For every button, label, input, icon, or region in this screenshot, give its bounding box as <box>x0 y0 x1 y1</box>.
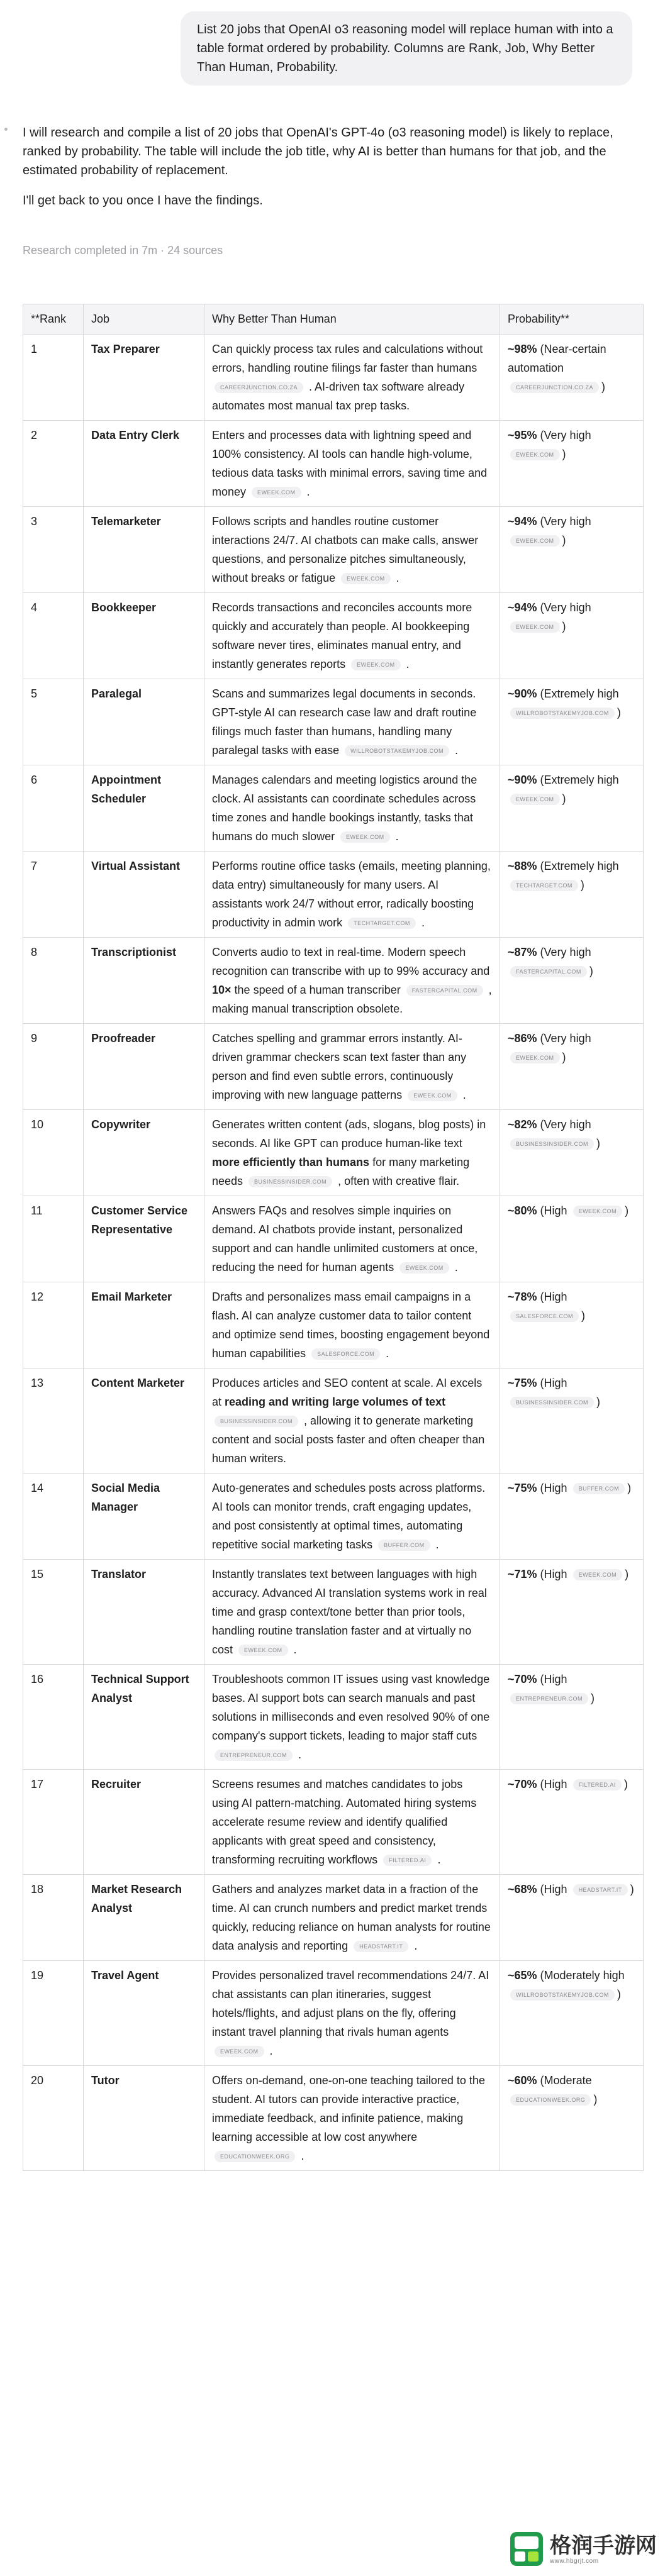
source-citation[interactable]: ENTREPRENEUR.COM <box>510 1693 588 1704</box>
bold-text: ~94% <box>508 515 537 528</box>
cell-text: Auto-generates and schedules posts across platforms. AI tools can monitor trends, craft engaging updates, and post consistently at optimal times, automating repetitive social marketing tasks <box>212 1482 486 1551</box>
jobs-table <box>23 304 644 2171</box>
cell-text: (High <box>537 1291 567 1303</box>
cell-text: Performs routine office tasks (emails, meeting planning, data entry) simultaneously for many users. AI assistants work 24/7 without error, radically boosting productivity in admin work <box>212 860 491 929</box>
probability-cell <box>500 1024 644 1110</box>
assistant-response <box>23 123 645 221</box>
source-citation[interactable]: EWEEK.COM <box>238 1645 288 1656</box>
job-cell: Customer Service Representative <box>84 1196 204 1282</box>
rank-cell: 4 <box>23 593 84 679</box>
why-cell <box>204 938 500 1024</box>
probability-cell <box>500 2066 644 2171</box>
probability-cell <box>500 679 644 765</box>
cell-text: , allowing it to generate marketing content and social posts faster and often cheaper than human writers. <box>212 1414 485 1465</box>
cell-text: Troubleshoots common IT issues using vast knowledge bases. AI support bots can search manuals and past solutions in milliseconds and even resolved 90% of one company's support tickets, leading to major staff cuts <box>212 1673 490 1742</box>
why-cell <box>204 1961 500 2066</box>
rank-cell: 8 <box>23 938 84 1024</box>
probability-cell <box>500 1282 644 1368</box>
bold-text: ~75% <box>508 1377 537 1389</box>
cell-text: Generates written content (ads, slogans, blog posts) in seconds. AI like GPT can produce human-like text <box>212 1118 486 1150</box>
bold-text: ~71% <box>508 1568 537 1580</box>
bold-text: ~82% <box>508 1118 537 1131</box>
bold-text: ~80% <box>508 1204 537 1217</box>
cell-text: ) <box>627 1482 632 1494</box>
cell-text: Screens resumes and matches candidates to jobs using AI pattern-matching. Automated hiring systems accelerate resume review and identify qualified applicants with great speed and consistency, transforming recruiting workflows <box>212 1778 477 1866</box>
rank-cell: 1 <box>23 335 84 421</box>
source-citation[interactable]: CAREERJUNCTION.CO.ZA <box>215 382 303 393</box>
cell-text: ) <box>581 1309 586 1322</box>
bold-text: ~70% <box>508 1778 537 1790</box>
rank-cell: 11 <box>23 1196 84 1282</box>
why-cell <box>204 679 500 765</box>
research-status[interactable]: Research completed in 7m · 24 sources <box>23 244 223 257</box>
source-citation[interactable]: BUFFER.COM <box>573 1483 625 1494</box>
table-row <box>23 1560 644 1665</box>
cell-text: . <box>393 572 399 584</box>
why-cell <box>204 1665 500 1770</box>
cell-text: ) <box>580 879 584 891</box>
cell-text: . <box>403 658 410 670</box>
assistant-indicator-icon <box>4 128 8 131</box>
bold-text: 10× <box>212 984 232 996</box>
cell-text: . <box>432 1538 439 1551</box>
table-row <box>23 1110 644 1196</box>
rank-cell: 20 <box>23 2066 84 2171</box>
job-cell: Appointment Scheduler <box>84 765 204 852</box>
bold-text: ~95% <box>508 429 537 441</box>
cell-text: Provides personalized travel recommendations 24/7. AI chat assistants can plan itineraries, suggest hotels/flights, and adjust plans on the fly, offering instant travel planning that rivals human agents <box>212 1969 489 2038</box>
why-cell <box>204 1024 500 1110</box>
cell-text: ) <box>562 448 566 460</box>
rank-cell: 18 <box>23 1875 84 1961</box>
why-cell <box>204 1368 500 1474</box>
rank-cell: 14 <box>23 1474 84 1560</box>
header-why: Why Better Than Human <box>204 304 500 335</box>
probability-cell <box>500 1196 644 1282</box>
bold-text: ~70% <box>508 1673 537 1685</box>
source-citation[interactable]: EWEEK.COM <box>573 1206 623 1217</box>
cell-text: (Very high <box>537 601 591 614</box>
cell-text: Produces articles and SEO content at scale. AI excels at <box>212 1377 483 1408</box>
job-cell: Transcriptionist <box>84 938 204 1024</box>
bold-text: ~68% <box>508 1883 537 1896</box>
bold-text: ~87% <box>508 946 537 958</box>
why-cell <box>204 421 500 507</box>
bold-text: reading and writing large volumes of text <box>225 1396 446 1408</box>
cell-text: Scans and summarizes legal documents in seconds. GPT-style AI can research case law and draft routine filings much faster than humans, handling many paralegal tasks with ease <box>212 687 477 757</box>
table-row <box>23 852 644 938</box>
cell-text: (High <box>537 1883 571 1896</box>
probability-cell <box>500 1875 644 1961</box>
table-header-row <box>23 304 644 335</box>
rank-cell: 13 <box>23 1368 84 1474</box>
source-citation[interactable]: EWEEK.COM <box>341 573 391 584</box>
cell-text: ) <box>623 1778 628 1790</box>
table-row <box>23 1875 644 1961</box>
green-logo-icon <box>510 2531 544 2567</box>
probability-cell <box>500 1961 644 2066</box>
source-citation[interactable]: BUFFER.COM <box>378 1540 430 1551</box>
bold-text: ~98% <box>508 343 537 355</box>
bold-text: ~90% <box>508 774 537 786</box>
rank-cell: 3 <box>23 507 84 593</box>
rank-cell: 2 <box>23 421 84 507</box>
cell-text: , making manual transcription obsolete. <box>212 984 492 1015</box>
table-row <box>23 765 644 852</box>
rank-cell: 9 <box>23 1024 84 1110</box>
job-cell: Technical Support Analyst <box>84 1665 204 1770</box>
cell-text: . <box>382 1347 389 1360</box>
cell-text: ) <box>617 706 621 719</box>
cell-text: ) <box>596 1396 601 1408</box>
cell-text: ) <box>593 2093 598 2106</box>
job-cell: Email Marketer <box>84 1282 204 1368</box>
table-row <box>23 1474 644 1560</box>
bold-text: ~86% <box>508 1032 537 1045</box>
cell-text: ) <box>601 380 606 393</box>
source-citation[interactable]: BUSINESSINSIDER.COM <box>215 1416 298 1427</box>
source-citation[interactable]: SALESFORCE.COM <box>510 1311 579 1322</box>
probability-cell <box>500 335 644 421</box>
cell-text: Offers on-demand, one-on-one teaching tailored to the student. AI tutors can provide interactive practice, immediate feedback, and infinite patience, making learning accessible at low cost anywhere <box>212 2074 485 2143</box>
rank-cell: 10 <box>23 1110 84 1196</box>
cell-text: (Very high <box>537 1118 591 1131</box>
why-cell <box>204 1282 500 1368</box>
cell-text: . <box>411 1940 418 1952</box>
cell-text: ) <box>596 1137 601 1150</box>
cell-text: Can quickly process tax rules and calculations without errors, handling routine filings far faster than humans <box>212 343 483 374</box>
cell-text: (High <box>537 1377 567 1389</box>
job-cell: Content Marketer <box>84 1368 204 1474</box>
cell-text: (Moderate <box>537 2074 592 2087</box>
source-citation[interactable]: EWEEK.COM <box>399 1262 449 1274</box>
cell-text: (Extremely high <box>537 774 619 786</box>
cell-text: . <box>392 830 399 843</box>
cell-text: ) <box>562 1051 566 1063</box>
cell-text: (Near-certain automation <box>508 343 606 374</box>
cell-text: Answers FAQs and resolves simple inquiries on demand. AI chatbots provide instant, personalized support and can handle unlimited customers at once, reducing the need for human agents <box>212 1204 478 1274</box>
source-citation[interactable]: FASTERCAPITAL.COM <box>510 966 587 977</box>
job-cell: Tax Preparer <box>84 335 204 421</box>
probability-cell <box>500 1110 644 1196</box>
cell-text: for many marketing needs <box>212 1156 470 1187</box>
source-citation[interactable]: EWEEK.COM <box>510 1052 560 1063</box>
cell-text: . <box>459 1089 466 1101</box>
table-row <box>23 938 644 1024</box>
why-cell <box>204 765 500 852</box>
rank-cell: 17 <box>23 1770 84 1875</box>
bold-text: ~78% <box>508 1291 537 1303</box>
why-cell <box>204 335 500 421</box>
cell-text: (Very high <box>537 429 591 441</box>
source-citation[interactable]: ENTREPRENEUR.COM <box>215 1750 293 1761</box>
site-watermark <box>510 2525 667 2573</box>
cell-text: Follows scripts and handles routine customer interactions 24/7. AI chatbots can make calls, answer questions, and personalize pitches simultaneously, without breaks or fatigue <box>212 515 479 584</box>
header-rank: **Rank <box>23 304 84 335</box>
cell-text: . <box>303 486 310 498</box>
job-cell: Data Entry Clerk <box>84 421 204 507</box>
source-citation[interactable]: BUSINESSINSIDER.COM <box>510 1138 594 1150</box>
cell-text: (Very high <box>537 1032 591 1045</box>
cell-text: Catches spelling and grammar errors instantly. AI-driven grammar checkers scan text faster than any person and find even subtle errors, continuously improving with new language patterns <box>212 1032 467 1101</box>
rank-cell: 15 <box>23 1560 84 1665</box>
table-row <box>23 1024 644 1110</box>
bold-text: ~94% <box>508 601 537 614</box>
header-job: Job <box>84 304 204 335</box>
why-cell <box>204 1474 500 1560</box>
cell-text: (High <box>537 1482 571 1494</box>
table-row <box>23 593 644 679</box>
rank-cell: 12 <box>23 1282 84 1368</box>
source-citation[interactable]: TECHTARGET.COM <box>348 918 416 929</box>
source-citation[interactable]: WILLROBOTSTAKEMYJOB.COM <box>510 708 615 719</box>
source-citation[interactable]: WILLROBOTSTAKEMYJOB.COM <box>345 745 449 757</box>
table-row <box>23 335 644 421</box>
source-citation[interactable]: FILTERED.AI <box>383 1855 432 1866</box>
cell-text: Enters and processes data with lightning speed and 100% consistency. AI tools can handle high-volume, tedious data tasks with minimal errors, saving time and money <box>212 429 488 498</box>
source-citation[interactable]: FASTERCAPITAL.COM <box>406 985 483 996</box>
cell-text: Records transactions and reconciles accounts more quickly and accurately than people. AI bookkeeping software never tires, eliminates manual entry, and instantly generates reports <box>212 601 472 670</box>
source-citation[interactable]: SALESFORCE.COM <box>311 1348 380 1360</box>
job-cell: Virtual Assistant <box>84 852 204 938</box>
cell-text: ) <box>617 1988 621 2001</box>
table-row <box>23 2066 644 2171</box>
cell-text: . <box>451 744 458 757</box>
bold-text: ~65% <box>508 1969 537 1982</box>
source-citation[interactable]: EDUCATIONWEEK.ORG <box>510 2094 591 2106</box>
cell-text: . <box>266 2045 273 2057</box>
source-citation[interactable]: EWEEK.COM <box>510 449 560 460</box>
cell-text: (High <box>537 1778 571 1790</box>
source-citation[interactable]: EDUCATIONWEEK.ORG <box>215 2151 295 2162</box>
rank-cell: 19 <box>23 1961 84 2066</box>
probability-cell <box>500 1474 644 1560</box>
cell-text: (Extremely high <box>537 687 619 700</box>
why-cell <box>204 593 500 679</box>
rank-cell: 5 <box>23 679 84 765</box>
cell-text: (High <box>537 1673 567 1685</box>
table-row <box>23 1196 644 1282</box>
cell-text: . <box>418 916 425 929</box>
job-cell: Translator <box>84 1560 204 1665</box>
cell-text: (Moderately high <box>537 1969 625 1982</box>
cell-text: ) <box>562 534 566 547</box>
cell-text: Drafts and personalizes mass email campaigns in a flash. AI can analyze customer data to tailor content and optimize send times, boosting engagement beyond human capabilities <box>212 1291 490 1360</box>
table-row <box>23 1665 644 1770</box>
why-cell <box>204 2066 500 2171</box>
cell-text: . <box>290 1643 297 1656</box>
table-row <box>23 421 644 507</box>
cell-text: ) <box>562 620 566 633</box>
job-cell: Travel Agent <box>84 1961 204 2066</box>
bold-text: ~60% <box>508 2074 537 2087</box>
probability-cell <box>500 938 644 1024</box>
table-row <box>23 1368 644 1474</box>
user-message-bubble: List 20 jobs that OpenAI o3 reasoning model will replace human with into a table format ordered by probability. Columns are Rank, Job, Why Better Than Human, Probability. <box>181 11 632 86</box>
cell-text: . <box>295 1748 302 1761</box>
job-cell: Proofreader <box>84 1024 204 1110</box>
cell-text: Instantly translates text between languages with high accuracy. Advanced AI translation systems work in real time and grasp context/tone better than prior tools, handling routine translation faster and at virtually no cost <box>212 1568 487 1656</box>
probability-cell <box>500 421 644 507</box>
job-cell: Copywriter <box>84 1110 204 1196</box>
rank-cell: 7 <box>23 852 84 938</box>
probability-cell <box>500 1560 644 1665</box>
why-cell <box>204 507 500 593</box>
cell-text: (Very high <box>537 946 591 958</box>
bold-text: ~75% <box>508 1482 537 1494</box>
cell-text: . <box>434 1853 441 1866</box>
why-cell <box>204 1770 500 1875</box>
why-cell <box>204 852 500 938</box>
why-cell <box>204 1196 500 1282</box>
cell-text: (High <box>537 1568 571 1580</box>
cell-text: (Extremely high <box>537 860 619 872</box>
assistant-followup: I'll get back to you once I have the findings. <box>23 194 263 208</box>
source-citation[interactable]: BUSINESSINSIDER.COM <box>248 1176 332 1187</box>
why-cell <box>204 1110 500 1196</box>
source-citation[interactable]: EWEEK.COM <box>215 2046 264 2057</box>
rank-cell: 16 <box>23 1665 84 1770</box>
cell-text: , often with creative flair. <box>335 1175 460 1187</box>
probability-cell <box>500 1665 644 1770</box>
rank-cell: 6 <box>23 765 84 852</box>
cell-text: (High <box>537 1204 571 1217</box>
probability-cell <box>500 507 644 593</box>
job-cell: Bookkeeper <box>84 593 204 679</box>
source-citation[interactable]: EWEEK.COM <box>510 535 560 547</box>
probability-cell <box>500 1770 644 1875</box>
jobs-table-body <box>23 335 644 2171</box>
probability-cell <box>500 593 644 679</box>
cell-text: ) <box>625 1568 629 1580</box>
bold-text: ~90% <box>508 687 537 700</box>
why-cell <box>204 1560 500 1665</box>
source-citation[interactable]: WILLROBOTSTAKEMYJOB.COM <box>510 1989 615 2001</box>
bold-text: ~88% <box>508 860 537 872</box>
cell-text: (Very high <box>537 515 591 528</box>
table-row <box>23 1770 644 1875</box>
cell-text: Gathers and analyzes market data in a fraction of the time. AI can crunch numbers and predict market trends quickly, reducing reliance on human analysts for routine data analysis and reporting <box>212 1883 491 1952</box>
probability-cell <box>500 1368 644 1474</box>
table-row <box>23 1961 644 2066</box>
source-citation[interactable]: EWEEK.COM <box>351 659 401 670</box>
source-citation[interactable]: EWEEK.COM <box>252 487 301 498</box>
source-citation[interactable]: EWEEK.COM <box>408 1090 457 1101</box>
source-citation[interactable]: HEADSTART.IT <box>354 1941 408 1952</box>
job-cell: Social Media Manager <box>84 1474 204 1560</box>
source-citation[interactable]: BUSINESSINSIDER.COM <box>510 1397 594 1408</box>
table-row <box>23 507 644 593</box>
cell-text: . <box>451 1261 458 1274</box>
cell-text: ) <box>591 1692 595 1704</box>
source-citation[interactable]: EWEEK.COM <box>510 794 560 805</box>
watermark-title: 格润手游网 <box>550 2533 657 2558</box>
source-citation[interactable]: CAREERJUNCTION.CO.ZA <box>510 382 599 393</box>
why-cell <box>204 1875 500 1961</box>
source-citation[interactable]: FILTERED.AI <box>573 1779 622 1790</box>
header-probability: Probability** <box>500 304 644 335</box>
source-citation[interactable]: TECHTARGET.COM <box>510 880 578 891</box>
table-row <box>23 679 644 765</box>
probability-cell <box>500 852 644 938</box>
cell-text: Converts audio to text in real-time. Modern speech recognition can transcribe with up to 99% accuracy and <box>212 946 490 977</box>
cell-text: ) <box>589 965 593 977</box>
job-cell: Recruiter <box>84 1770 204 1875</box>
job-cell: Market Research Analyst <box>84 1875 204 1961</box>
cell-text: . <box>298 2150 304 2162</box>
cell-text: ) <box>630 1883 634 1896</box>
probability-cell <box>500 765 644 852</box>
job-cell: Paralegal <box>84 679 204 765</box>
table-row <box>23 1282 644 1368</box>
job-cell: Tutor <box>84 2066 204 2171</box>
cell-text: ) <box>562 792 566 805</box>
source-citation[interactable]: EWEEK.COM <box>573 1569 623 1580</box>
source-citation[interactable]: HEADSTART.IT <box>573 1884 628 1896</box>
cell-text: the speed of a human transcriber <box>231 984 404 996</box>
source-citation[interactable]: EWEEK.COM <box>340 831 390 843</box>
job-cell: Telemarketer <box>84 507 204 593</box>
assistant-intro: I will research and compile a list of 20 jobs that OpenAI's GPT-4o (o3 reasoning model) is likely to replace, ranked by probability. The table will include the job title, why AI is better than humans for that job, and the estimated probability of replacement. <box>23 126 613 177</box>
cell-text: Manages calendars and meeting logistics around the clock. AI assistants can coordinate schedules across time zones and handle bookings instantly, tasks that humans do much slower <box>212 774 477 843</box>
watermark-url: www.hbgrjt.com <box>550 2557 599 2565</box>
cell-text: ) <box>625 1204 629 1217</box>
bold-text: more efficiently than humans <box>212 1156 370 1169</box>
cell-text: . AI-driven tax software already automates most manual tax prep tasks. <box>212 380 465 412</box>
source-citation[interactable]: EWEEK.COM <box>510 621 560 633</box>
